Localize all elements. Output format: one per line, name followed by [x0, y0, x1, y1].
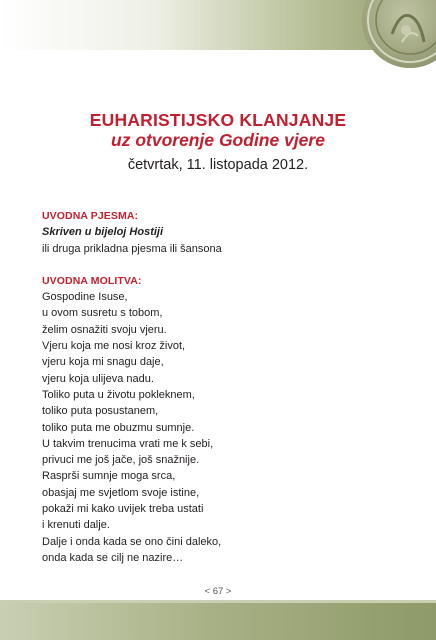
song-title: Skriven u bijeloj Hostiji: [42, 226, 164, 239]
page-number: < 67 >: [204, 586, 232, 597]
prayer-line: i krenuti dalje.: [42, 519, 110, 532]
page-subtitle: uz otvorenje Godine vjere: [111, 130, 325, 150]
document-body: [42, 208, 402, 566]
prayer-line: Rasprši sumnje moga srca,: [42, 470, 176, 483]
footer-band: [0, 603, 436, 640]
prayer-line: pokaži mi kako uvijek treba ustati: [42, 503, 204, 516]
prayer-line: vjeru koja mi snagu daje,: [42, 356, 164, 369]
prayer-line: Vjeru koja me nosi kroz život,: [42, 340, 186, 353]
prayer-line: toliko puta posustanem,: [42, 405, 159, 418]
prayer-line: vjeru koja ulijeva nadu.: [42, 372, 154, 385]
medallion-pattern: [362, 0, 436, 68]
prayer-line: želim osnažiti svoju vjeru.: [42, 323, 167, 336]
prayer-line: Toliko puta u životu pokleknem,: [42, 388, 195, 401]
prayer-line: Gospodine Isuse,: [42, 291, 128, 304]
section-spacer: [42, 257, 402, 273]
prayer-line: toliko puta me obuzmu sumnje.: [42, 421, 195, 434]
prayer-line: onda kada se cilj ne nazire…: [42, 551, 184, 564]
prayer-line: privuci me još jače, još snažnije.: [42, 454, 200, 467]
prayer-line: U takvim trenucima vrati me k sebi,: [42, 437, 214, 450]
title-block: [0, 110, 436, 174]
song-heading: UVODNA PJESMA:: [42, 210, 139, 222]
event-date: četvrtak, 11. listopada 2012.: [127, 157, 309, 173]
medallion-emblem: [362, 0, 436, 68]
song-alternative: ili druga prikladna pjesma ili šansona: [42, 242, 222, 255]
prayer-line: Dalje i onda kada se ono čini daleko,: [42, 535, 222, 548]
prayer-line: obasjaj me svjetlom svoje istine,: [42, 486, 200, 499]
prayer-line: u ovom susretu s tobom,: [42, 307, 163, 320]
prayer-heading: UVODNA MOLITVA:: [42, 274, 142, 287]
page-title: EUHARISTIJSKO KLANJANJE: [89, 110, 347, 130]
